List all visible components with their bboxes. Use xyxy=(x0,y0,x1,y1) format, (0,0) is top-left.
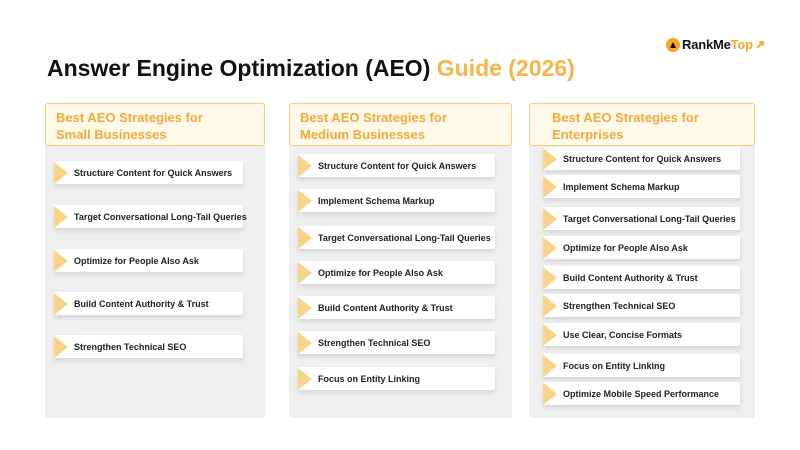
list-item: Optimize for People Also Ask xyxy=(54,249,243,272)
brand-logo xyxy=(666,37,765,52)
arrow-up-right-icon xyxy=(755,40,765,50)
list-item: Optimize for People Also Ask xyxy=(298,261,495,284)
list-item: Implement Schema Markup xyxy=(543,175,740,198)
list-item: Optimize Mobile Speed Performance xyxy=(543,382,740,405)
column-small-businesses xyxy=(45,103,265,418)
list-item: Implement Schema Markup xyxy=(298,189,495,212)
list-item: Target Conversational Long-Tail Queries xyxy=(54,205,243,228)
list-item: Build Content Authority & Trust xyxy=(298,296,495,319)
list-item: Strengthen Technical SEO xyxy=(54,335,243,358)
list-item: Structure Content for Quick Answers xyxy=(543,147,740,170)
list-item: Target Conversational Long-Tail Queries xyxy=(543,207,740,230)
brand-name: RankMeTop xyxy=(682,37,753,52)
list-item: Focus on Entity Linking xyxy=(298,367,495,390)
list-item: Structure Content for Quick Answers xyxy=(298,154,495,177)
page-title: Answer Engine Optimization (AEO) Guide (2026) xyxy=(47,55,575,81)
list-item: Focus on Entity Linking xyxy=(543,354,740,377)
list-item: Target Conversational Long-Tail Queries xyxy=(298,226,495,249)
list-item: Build Content Authority & Trust xyxy=(54,292,243,315)
column-header: Best AEO Strategies for Small Businesses xyxy=(45,103,265,146)
column-enterprises xyxy=(529,103,755,418)
list-item: Structure Content for Quick Answers xyxy=(54,161,243,184)
list-item: Optimize for People Also Ask xyxy=(543,236,740,259)
column-header: Best AEO Strategies for Medium Businesses xyxy=(289,103,512,146)
column-header: Best AEO Strategies for Enterprises xyxy=(529,103,755,146)
list-item: Strengthen Technical SEO xyxy=(543,294,740,317)
list-item: Use Clear, Concise Formats xyxy=(543,323,740,346)
list-item: Strengthen Technical SEO xyxy=(298,331,495,354)
rankmetop-logo-icon xyxy=(666,38,680,52)
list-item: Build Content Authority & Trust xyxy=(543,266,740,289)
column-medium-businesses xyxy=(289,103,512,418)
